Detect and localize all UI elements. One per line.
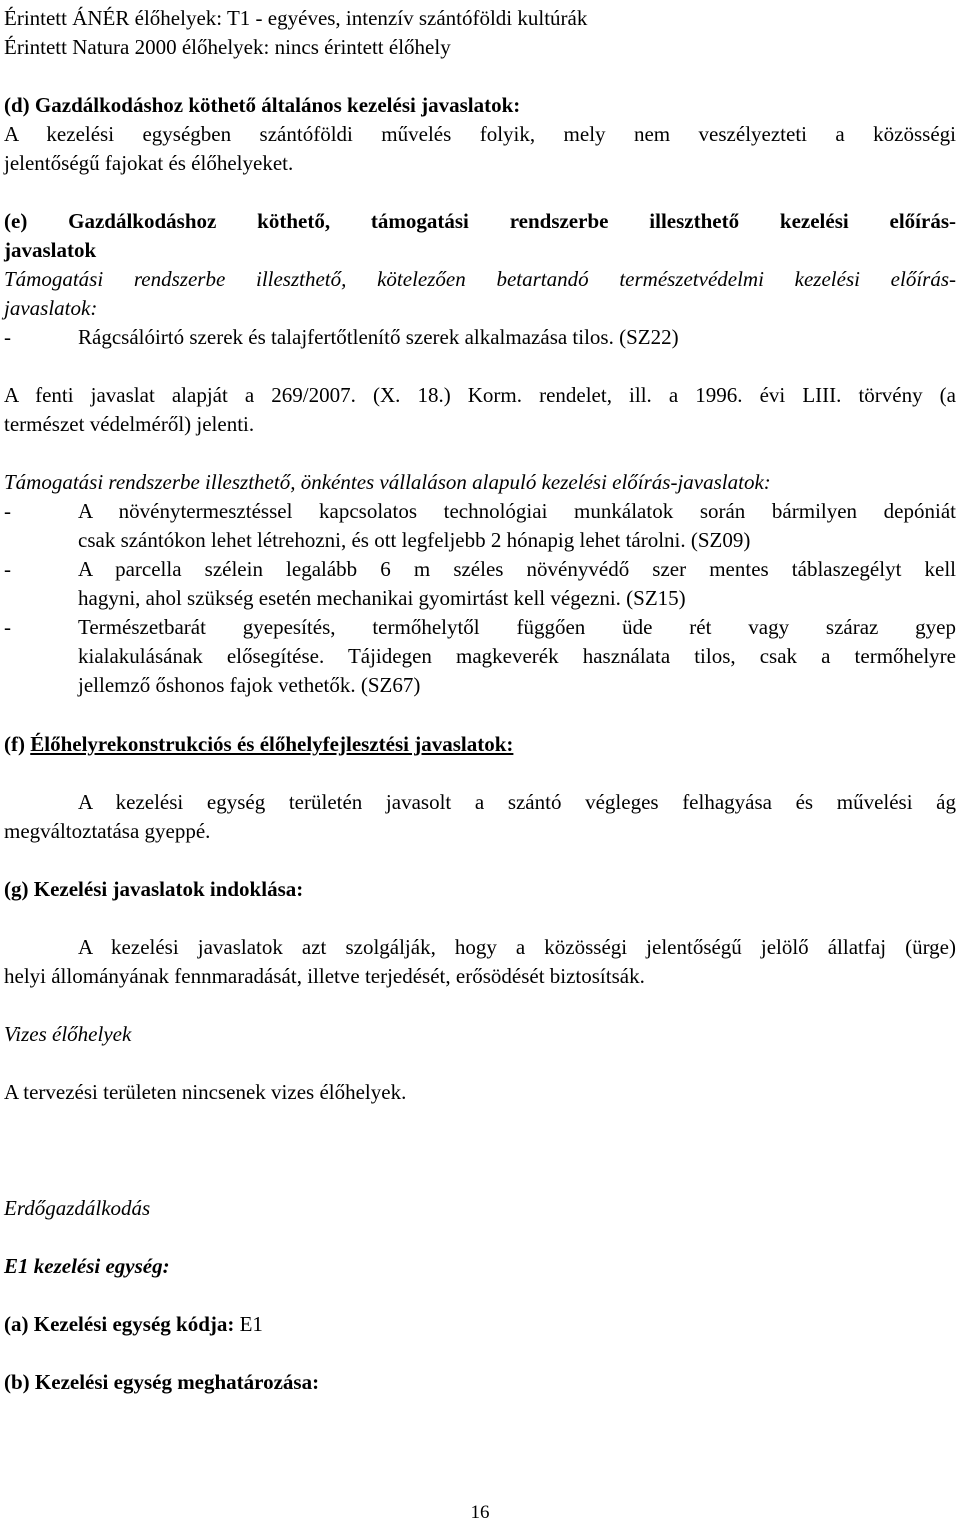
affected-aner-habitats: Érintett ÁNÉR élőhelyek: T1 - egyéves, intenzív szántóföldi kultúrák (4, 6, 588, 30)
section-d-text-line1: A kezelési egységben szántóföldi művelés folyik, mely nem veszélyezteti a közösségi (4, 122, 956, 146)
wetlands-title: Vizes élőhelyek (4, 1022, 132, 1046)
section-e-heading-line2: javaslatok (4, 238, 97, 262)
section-g-heading: (g) Kezelési javaslatok indoklása: (4, 877, 304, 901)
affected-natura-habitats: Érintett Natura 2000 élőhelyek: nincs érintett élőhely (4, 35, 451, 59)
voluntary-subheading: Támogatási rendszerbe illeszthető, önkéntes vállaláson alapuló kezelési előírás-javaslatok: (4, 470, 771, 494)
unit-code-label: (a) Kezelési egység kódja: (4, 1312, 235, 1336)
list-dash: - (4, 615, 11, 639)
unit-code-value: E1 (234, 1312, 263, 1336)
wetlands-text: A tervezési területen nincsenek vizes élőhelyek. (4, 1080, 407, 1104)
mandatory-subheading-line2: javaslatok: (4, 296, 98, 320)
unit-e1-title: E1 kezelési egység: (4, 1254, 170, 1278)
section-g-text-line1-content: A kezelési javaslatok azt szolgálják, hogy a közösségi jelentőségű jelölő állatfaj (ürge) (78, 935, 956, 959)
section-e-heading-line1: (e) Gazdálkodáshoz köthető, támogatási rendszerbe illeszthető kezelési előírás- (4, 209, 956, 233)
mandatory-subheading-line1: Támogatási rendszerbe illeszthető, kötelezően betartandó természetvédelmi kezelési előírás- (4, 267, 956, 291)
list-dash: - (4, 325, 11, 349)
legal-basis-line1: A fenti javaslat alapját a 269/2007. (X. 18.) Korm. rendelet, ill. a 1996. évi LIII. törvény (a (4, 383, 956, 407)
unit-code-line (4, 1310, 956, 1339)
section-f-text-line2: megváltoztatása gyeppé. (4, 819, 211, 843)
list-item-text-line1: A növénytermesztéssel kapcsolatos technológiai munkálatok során bármilyen depóniát (78, 499, 956, 523)
list-item-text-line2: hagyni, ahol szükség esetén mechanikai gyomirtást kell végezni. (SZ15) (78, 586, 686, 610)
unit-definition-label: (b) Kezelési egység meghatározása: (4, 1370, 320, 1394)
list-item-text: Rágcsálóirtó szerek és talajfertőtlenítő szerek alkalmazása tilos. (SZ22) (78, 325, 679, 349)
page-number: 16 (470, 1502, 490, 1523)
section-d-heading: (d) Gazdálkodáshoz köthető általános kezelési javaslatok: (4, 93, 521, 117)
legal-basis-line2: természet védelméről) jelenti. (4, 412, 255, 436)
list-dash: - (4, 557, 11, 581)
list-item-text-line3: jellemző őshonos fajok vethetők. (SZ67) (78, 673, 421, 697)
section-g-text-line2: helyi állományának fennmaradását, illetve terjedését, erősödését biztosítsák. (4, 964, 645, 988)
list-item-text-line1: Természetbarát gyepesítés, termőhelytől függően üde rét vagy száraz gyep (78, 615, 956, 639)
section-f-heading-prefix: (f) (4, 732, 31, 756)
list-item-text-line2: kialakulásának elősegítése. Tájidegen magkeverék használata tilos, csak a termőhelyre (78, 644, 956, 668)
list-item-text-line2: csak szántókon lehet létrehozni, és ott legfeljebb 2 hónapig lehet tárolni. (SZ09) (78, 528, 751, 552)
section-d-text-line2: jelentőségű fajokat és élőhelyeket. (4, 151, 294, 175)
forestry-title: Erdőgazdálkodás (4, 1196, 151, 1220)
list-dash: - (4, 499, 11, 523)
list-item-text-line1: A parcella szélein legalább 6 m széles növényvédő szer mentes táblaszegélyt kell (78, 557, 956, 581)
section-f-heading-text: Élőhelyrekonstrukciós és élőhelyfejlesztési javaslatok: (30, 732, 514, 756)
section-f-heading (4, 730, 956, 759)
section-f-text-line1-content: A kezelési egység területén javasolt a szántó végleges felhagyása és művelési ág (78, 790, 956, 814)
